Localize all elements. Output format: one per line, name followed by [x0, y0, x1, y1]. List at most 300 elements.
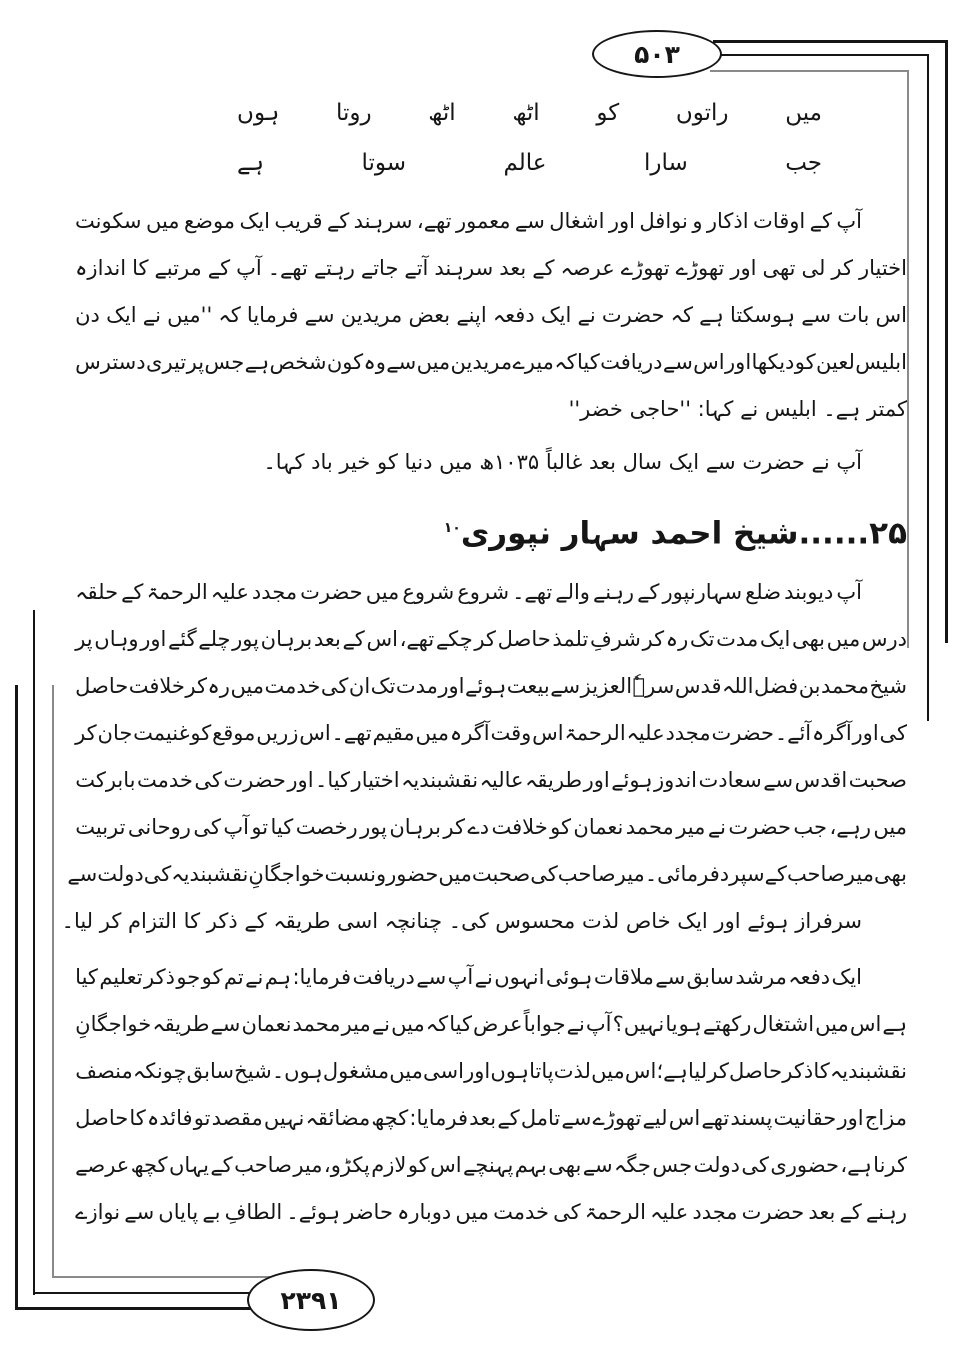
- word: الطافِ: [224, 1200, 283, 1225]
- word: لیے: [642, 1106, 668, 1131]
- word: سے: [550, 674, 581, 699]
- word: الرحمۃ: [564, 721, 626, 746]
- word: پر: [75, 627, 93, 652]
- poem: [237, 88, 822, 188]
- word: لی: [801, 256, 826, 280]
- poem-word: ہوں: [237, 100, 280, 126]
- paragraph: [75, 198, 907, 433]
- word: میں: [145, 209, 180, 233]
- text-line: [75, 804, 907, 851]
- word: سے: [763, 768, 794, 793]
- poem-word: جب: [785, 150, 822, 176]
- poem-line: [237, 88, 822, 138]
- word: کیا: [270, 815, 294, 840]
- word: فرمایا:: [292, 965, 352, 990]
- word: کر: [443, 815, 465, 840]
- word: تھے۔: [512, 580, 553, 605]
- word: اللہ: [722, 674, 754, 699]
- word: خواجگانِ: [75, 1012, 152, 1037]
- word: بعد: [808, 1200, 836, 1225]
- word: رہتے: [313, 256, 355, 280]
- word: دفعہ: [788, 965, 831, 990]
- word: عالیہ: [479, 768, 524, 793]
- word: جو: [176, 965, 201, 990]
- word: فضل: [754, 674, 799, 699]
- poem-word: کو: [596, 100, 620, 126]
- word: تو: [193, 1106, 211, 1131]
- word: کی: [879, 721, 907, 746]
- word: تعلیم: [99, 965, 143, 990]
- word: کی: [320, 674, 349, 699]
- word: اس: [299, 721, 331, 746]
- word: اس: [875, 303, 907, 327]
- word: ہوسکتا: [729, 303, 796, 327]
- word: سے: [561, 1106, 592, 1131]
- word: پور: [232, 627, 259, 652]
- word: فرمایا: [246, 303, 299, 327]
- word: خلافت: [491, 815, 548, 840]
- word: اور: [438, 674, 465, 699]
- word: فرمایا:: [409, 1106, 468, 1131]
- word: شخص: [269, 350, 327, 374]
- page-number-bottom: ۲۳۹۱: [280, 1285, 342, 1315]
- frame-right-line-middle: [927, 54, 929, 721]
- word: میر: [844, 862, 874, 887]
- poem-word: سوتا: [361, 150, 406, 176]
- text-line: [75, 710, 907, 757]
- word: کر: [707, 1059, 729, 1084]
- word: رہے،: [829, 815, 871, 840]
- word: سے: [655, 965, 686, 990]
- word: نقشبندیہ: [401, 768, 479, 793]
- word: ایک: [831, 965, 862, 990]
- word: و: [375, 862, 387, 887]
- word: اس: [532, 721, 564, 746]
- word: العزیز: [580, 674, 633, 699]
- word: میں: [591, 1059, 625, 1084]
- word: کیا: [577, 350, 600, 374]
- word: اسی: [423, 1059, 464, 1084]
- word: ذکر: [782, 1059, 814, 1084]
- text-line: [75, 1189, 907, 1236]
- poem-word: ہے: [237, 150, 264, 176]
- word: حضرت: [601, 303, 665, 327]
- text-line: [67, 851, 907, 898]
- word: لیا: [687, 1059, 708, 1084]
- word: ہوں: [490, 1059, 529, 1084]
- word: یا: [665, 1012, 678, 1037]
- word: رخصت: [295, 815, 358, 840]
- word: والے: [555, 580, 590, 605]
- word: آگرہ: [811, 721, 852, 746]
- word: نقشبندیہ: [171, 862, 249, 887]
- word: اس: [668, 1106, 701, 1131]
- word: علیہ: [626, 721, 665, 746]
- frame-right-line-outer: [945, 40, 948, 643]
- word: میں: [438, 862, 472, 887]
- word: یہاں: [168, 1153, 209, 1178]
- frame-top-line-inner: [710, 70, 908, 72]
- word: اختیار: [858, 256, 907, 280]
- word: سے: [416, 965, 447, 990]
- word: بن: [798, 674, 821, 699]
- word: کے: [532, 256, 555, 280]
- word: چلے: [198, 627, 231, 652]
- word: کر: [185, 674, 207, 699]
- word: بابرکت: [75, 768, 136, 793]
- word: کیا۔: [315, 768, 351, 793]
- word: روحانی: [127, 815, 191, 840]
- word: تک: [370, 674, 396, 699]
- word: خدمت: [264, 674, 321, 699]
- frame-bottom-line-inner: [52, 1276, 270, 1278]
- word: حضور: [386, 862, 439, 887]
- word: اور: [852, 721, 879, 746]
- text-line: [75, 1095, 907, 1142]
- word: سے: [67, 862, 98, 887]
- word: کے: [764, 862, 787, 887]
- word: رہنے: [865, 1200, 907, 1225]
- word: سے: [662, 350, 693, 374]
- page-number-cartouche-bottom: [247, 1269, 375, 1331]
- word: اور: [725, 350, 752, 374]
- poem-word: سارا: [643, 150, 688, 176]
- word: ہے: [244, 350, 270, 374]
- word: لذت: [553, 1059, 591, 1084]
- word: اس: [366, 627, 398, 652]
- word: عرض: [473, 1012, 523, 1037]
- word: برہان: [389, 815, 441, 840]
- word: طریقہ: [152, 1012, 210, 1037]
- frame-right-line-inner: [907, 70, 909, 648]
- word: میر: [676, 815, 706, 840]
- word: ہے،: [840, 1153, 872, 1178]
- word: اقدس: [794, 768, 848, 793]
- word: جس: [204, 350, 245, 374]
- word: نعمان: [573, 815, 624, 840]
- word: مدت: [395, 674, 438, 699]
- word: کو: [201, 965, 223, 990]
- word: کہ: [218, 303, 241, 327]
- word: سے: [124, 1200, 155, 1225]
- word: پاتا: [529, 1059, 554, 1084]
- word: کے: [121, 580, 144, 605]
- word: کرنا: [873, 1153, 907, 1178]
- word: اس: [430, 1153, 462, 1178]
- word: اور: [287, 768, 314, 793]
- word: سکونت: [75, 209, 142, 233]
- word: کا: [813, 1059, 830, 1084]
- word: نے: [566, 1012, 585, 1037]
- word: و: [692, 209, 703, 233]
- word: جس: [652, 1153, 693, 1178]
- frame-bottom-line-middle: [33, 1292, 266, 1294]
- word: مقیم: [372, 721, 415, 746]
- word: دفعہ: [492, 303, 535, 327]
- word: ''میں: [167, 303, 213, 327]
- word: کے: [637, 580, 660, 605]
- word: پہنچے: [462, 1153, 514, 1178]
- word: کے: [207, 256, 231, 280]
- word: سے: [386, 350, 417, 374]
- word: کیا: [449, 1012, 472, 1037]
- word: کی: [143, 862, 172, 887]
- word: نے: [142, 303, 161, 327]
- text-line: کمتر ہے۔ ابلیس نے کہا: ''حاجی خضر'': [568, 397, 907, 421]
- word: اختیار: [351, 768, 400, 793]
- text-line: [75, 1142, 907, 1189]
- word: اذکار: [706, 209, 749, 233]
- word: صاحب: [786, 862, 845, 887]
- paragraph: [75, 954, 907, 1236]
- word: ایک: [759, 627, 791, 652]
- word: ابلیس: [855, 350, 907, 374]
- word: کی: [194, 768, 222, 793]
- word: مجدد: [665, 721, 711, 746]
- word: نے: [707, 815, 726, 840]
- word: اور: [464, 1059, 491, 1084]
- word: کا: [129, 1106, 146, 1131]
- word: وہاں: [94, 627, 139, 652]
- word: ذکر: [144, 965, 175, 990]
- word: مجدد: [692, 1200, 738, 1225]
- word: نسبت: [324, 862, 376, 887]
- word: تھے۔: [267, 256, 308, 280]
- word: خدمت: [493, 1200, 549, 1225]
- text-line: [75, 198, 907, 245]
- word: سے: [514, 209, 545, 233]
- word: رہ: [665, 627, 689, 652]
- word: دریافت: [600, 350, 663, 374]
- word: حضوری: [770, 1153, 839, 1178]
- word: فائدہ: [146, 1106, 193, 1131]
- word: چونکہ: [132, 1059, 187, 1084]
- word: موضع: [183, 209, 236, 233]
- text-line: [75, 245, 907, 292]
- word: نے: [371, 1012, 391, 1037]
- word: تو: [251, 815, 269, 840]
- word: حقانیت: [773, 1106, 837, 1131]
- word: نے: [577, 303, 596, 327]
- word: نوازے: [75, 1200, 121, 1225]
- word: میر: [293, 1153, 323, 1178]
- word: آپ: [836, 209, 862, 233]
- word: کی: [741, 1153, 769, 1178]
- word: سرہند: [434, 256, 494, 280]
- word: علیہ: [210, 580, 249, 605]
- word: بیعت: [506, 674, 550, 699]
- word: ہوئے۔: [286, 1200, 340, 1225]
- word: مریدین: [340, 303, 403, 327]
- word: بعد: [499, 256, 527, 280]
- word: زریں: [256, 721, 299, 746]
- word: کا: [132, 256, 149, 280]
- word: کہ: [670, 303, 693, 327]
- word: پایاں: [158, 1200, 199, 1225]
- word: بھی: [548, 1153, 582, 1178]
- word: خدمت: [137, 768, 193, 793]
- word: انہوں: [494, 965, 545, 990]
- word: قدس: [674, 674, 722, 699]
- page-number-top: ۵۰۳: [634, 39, 680, 69]
- text-line: [75, 339, 907, 386]
- word: بھی: [791, 627, 825, 652]
- word: صحبت: [471, 862, 531, 887]
- footnote-marker: ۱۰: [443, 520, 461, 536]
- word: کی: [193, 815, 221, 840]
- word: سرہٗ: [632, 674, 675, 699]
- word: تلمذ: [552, 627, 589, 652]
- word: تھے،: [416, 209, 452, 233]
- word: ملاقات: [593, 965, 654, 990]
- word: محمد: [292, 1012, 341, 1037]
- word: کچھ: [371, 1106, 409, 1131]
- word: سعادت: [698, 768, 762, 793]
- word: مریدین: [450, 350, 513, 374]
- word: اس: [849, 1012, 882, 1037]
- word: حلقہ: [75, 580, 119, 605]
- text-line: [75, 954, 907, 1001]
- word: آپ: [836, 580, 862, 605]
- word: کی: [553, 1200, 581, 1225]
- frame-left-line-inner: [52, 685, 54, 1277]
- word: میرے: [512, 350, 554, 374]
- word: دیوبند: [784, 580, 834, 605]
- word: میں: [826, 627, 861, 652]
- poem-word: راتوں: [675, 100, 729, 126]
- word: دے: [467, 815, 490, 840]
- word: گئے: [167, 627, 197, 652]
- word: کو: [407, 1153, 429, 1178]
- word: وقت: [490, 721, 532, 746]
- word: رکھتے: [702, 1012, 752, 1037]
- word: حاصل: [497, 627, 551, 652]
- word: اشغال: [549, 209, 605, 233]
- paragraph: [75, 439, 907, 486]
- word: تھوڑے: [675, 256, 725, 280]
- word: بعد: [469, 1106, 497, 1131]
- word: میں: [391, 1012, 425, 1037]
- word: طریقہ: [525, 768, 583, 793]
- word: علیہ: [650, 1200, 689, 1225]
- word: غنیمت: [133, 721, 190, 746]
- word: میں: [416, 350, 451, 374]
- word: عرصے: [75, 1153, 130, 1178]
- word: بے: [202, 1200, 221, 1225]
- word: ضلع: [745, 580, 782, 605]
- word: دیکھا: [751, 350, 795, 374]
- word: برہان: [260, 627, 313, 652]
- word: الرحمۃ: [584, 1200, 646, 1225]
- word: جگہ: [614, 1153, 651, 1178]
- word: بعض: [408, 303, 451, 327]
- word: تک: [689, 627, 715, 652]
- word: دولت: [693, 1153, 741, 1178]
- word: نوافل: [639, 209, 688, 233]
- word: آپ: [223, 815, 249, 840]
- word: محمد: [821, 674, 869, 699]
- word: تھی: [762, 256, 796, 280]
- section-heading-text: ۲۵......شیخ احمد سہار نپوری: [460, 515, 907, 552]
- word: مقصد: [211, 1106, 263, 1131]
- text-line: [75, 757, 907, 804]
- word: نہیں؟: [612, 1012, 665, 1037]
- word: اشتغال: [752, 1012, 815, 1037]
- word: ایک: [540, 303, 572, 327]
- word: بھی: [873, 862, 907, 887]
- word: سہارنپور: [662, 580, 743, 605]
- frame-left-line-outer: [15, 685, 18, 1310]
- word: مشغول: [322, 1059, 390, 1084]
- word: ان: [348, 674, 371, 699]
- word: دولت: [97, 862, 144, 887]
- word: رہنے: [592, 580, 635, 605]
- word: شیخ: [869, 674, 907, 699]
- page-number-cartouche-top: [592, 30, 722, 78]
- poem-word: اٹھ: [512, 100, 540, 126]
- word: عرصہ: [560, 256, 615, 280]
- word: پکڑو،: [323, 1153, 370, 1178]
- word: میں: [455, 1200, 489, 1225]
- word: مزاج: [864, 1106, 907, 1131]
- word: سے: [304, 303, 335, 327]
- frame-top-line-middle: [713, 54, 929, 56]
- word: پسند: [730, 1106, 773, 1131]
- word: کون: [326, 350, 364, 374]
- word: دریافت: [352, 965, 415, 990]
- section-heading: [75, 500, 907, 561]
- word: جاتے: [360, 256, 399, 280]
- word: صحبت: [848, 768, 907, 793]
- text-line: [75, 663, 907, 710]
- word: اس: [693, 350, 725, 374]
- word: نقشبندیہ: [829, 1059, 907, 1084]
- word: پر: [186, 350, 205, 374]
- word: کر: [75, 721, 97, 746]
- word: صاحب: [234, 1153, 292, 1178]
- word: مرتبے: [154, 256, 202, 280]
- word: پور: [360, 815, 387, 840]
- word: حضرت: [223, 768, 286, 793]
- word: قریب: [274, 209, 323, 233]
- word: تیری: [146, 350, 187, 374]
- word: کو: [550, 815, 571, 840]
- word: سپرد: [719, 862, 765, 887]
- word: سرہند: [353, 209, 413, 233]
- word: کی: [530, 862, 558, 887]
- word: چکے: [435, 627, 473, 652]
- word: ہے؛: [656, 1059, 688, 1084]
- word: سابق: [686, 965, 734, 990]
- text-line: [75, 569, 907, 616]
- word: حاصل: [729, 1059, 783, 1084]
- word: خواجگانِ: [248, 862, 325, 887]
- word: میر: [615, 862, 645, 887]
- frame-left-line-middle: [33, 610, 35, 1295]
- word: کر: [831, 256, 853, 280]
- word: کچھ: [130, 1153, 168, 1178]
- word: جان: [97, 721, 133, 746]
- word: لعین: [816, 350, 855, 374]
- word: آپ: [585, 1012, 612, 1037]
- word: اور: [608, 209, 635, 233]
- word: آتے: [404, 256, 429, 280]
- word: کو: [190, 721, 212, 746]
- word: اور: [730, 256, 757, 280]
- word: خلافت: [128, 674, 185, 699]
- word: بہم: [514, 1153, 547, 1178]
- word: ہو: [678, 1012, 702, 1037]
